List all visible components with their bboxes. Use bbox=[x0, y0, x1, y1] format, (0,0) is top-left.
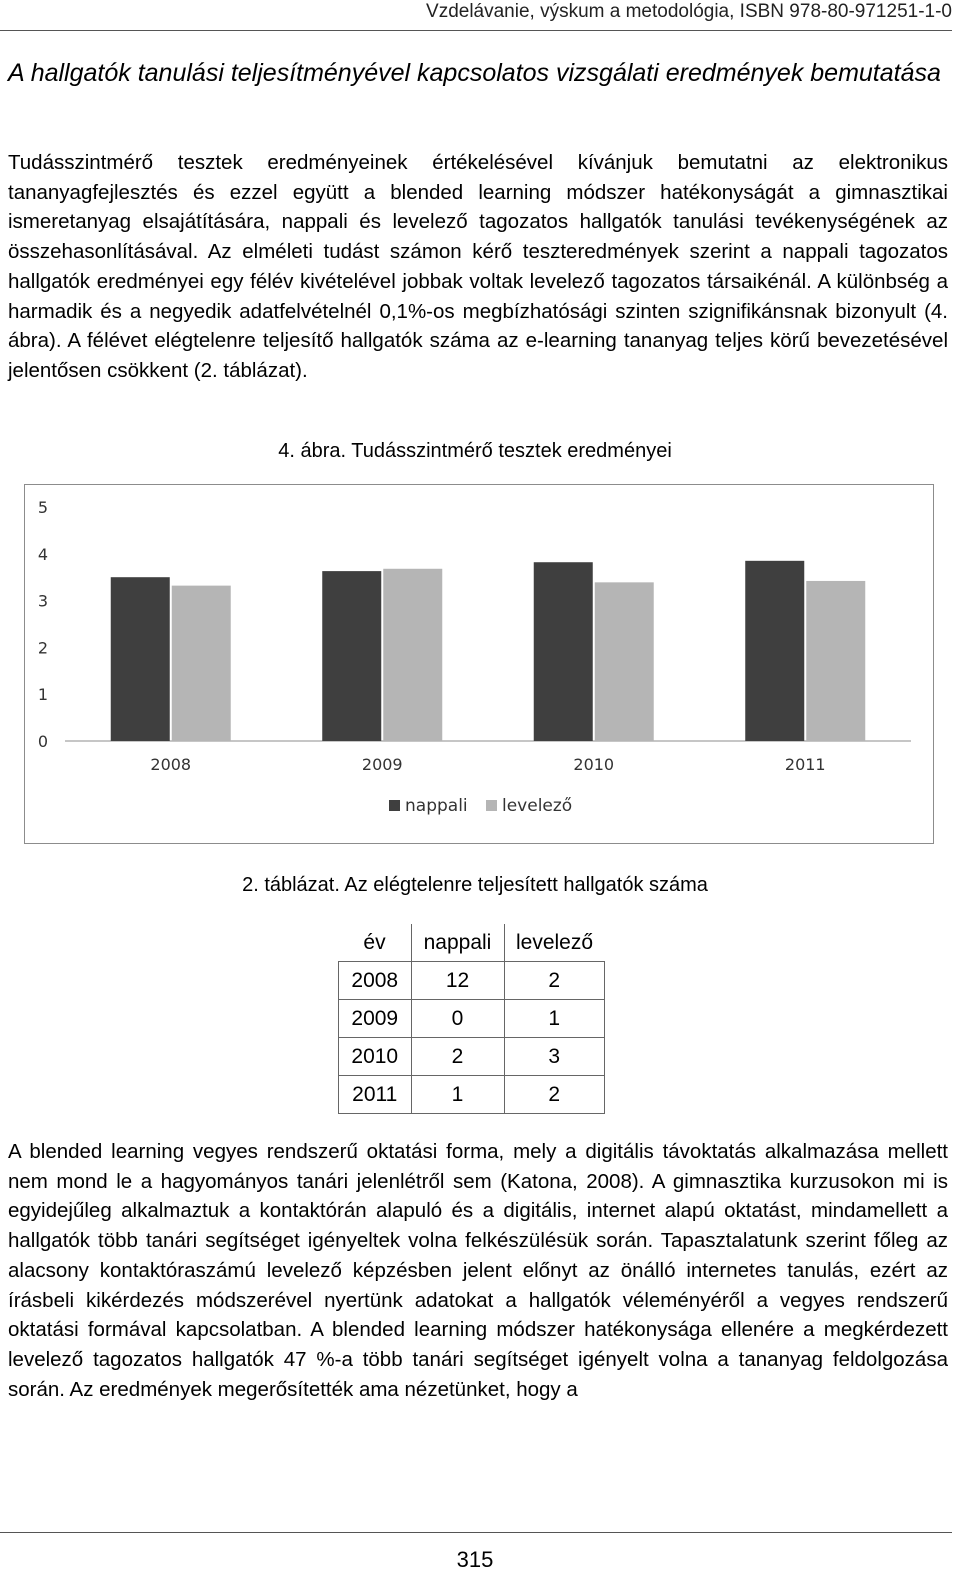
table-cell: 2010 bbox=[339, 1038, 412, 1076]
bar-nappali-2008 bbox=[111, 577, 170, 741]
table-cell: 0 bbox=[411, 1000, 504, 1038]
column-header: nappali bbox=[411, 924, 504, 962]
table-cell: 2008 bbox=[339, 962, 412, 1000]
page-number: 315 bbox=[456, 1547, 494, 1572]
table-cell: 1 bbox=[504, 1000, 605, 1038]
paragraph-blended-learning: A blended learning vegyes rendszerű oktatási forma, mely a digitális távoktatás alkalmazása mellett nem mond le a hagyományos tanári jelenlétről sem (Katona, 2008). A gimnasztika kurzusokon mi is egyidejűleg alkalmaztuk a kontaktórán alapuló és a digitális, internet alapú oktatást, mindamellett a hallgatók több tanári segítséget igényeltek volna felkészülésük során. Tapasztalatunk szerint főleg az alacsony kontaktóraszámú levelező képzésben jelent előnyt az önálló internetes tanulás, ezért az írásbeli kikérdezés módszerével nyertünk adatokat a hallgatók véleményéről a vegyes rendszerű oktatási formával kapcsolatban. A blended learning módszer hatékonysága ellenére a megkérdezett levelező tagozatos hallgatók 47 %-a több tanári segítséget igényelt volna a tananyag feldolgozása során. Az eredmények megerősítették ama nézetünket, hogy a bbox=[8, 1140, 948, 1401]
table-cell: 2011 bbox=[339, 1076, 412, 1114]
table-row bbox=[339, 1000, 605, 1038]
running-header: Vzdelávanie, výskum a metodológia, ISBN 978-80-971251-1-0 bbox=[426, 1, 952, 22]
table-header-row bbox=[339, 924, 605, 962]
legend-label: levelező bbox=[502, 796, 573, 816]
column-header: év bbox=[339, 924, 412, 962]
paragraph-intro: Tudásszintmérő tesztek eredményeinek értékelésével kívánjuk bemutatni az elektronikus tananyagfejlesztés és ezzel együtt a blended learning módszer hatékonyságát a gimnasztikai ismeretanyag elsajátítására, nappali és levelező tagozatos hallgatók tanulási tevékenységének az összehasonlításával. Az elméleti tudást számon kérő teszteredmények szerint a nappali tagozatos hallgatók eredményei egy félév kivételével jobbak voltak levelező tagozatos társaikénál. A különbség a harmadik és a negyedik adatfelvételnél 0,1%-os megbízhatósági szinten szignifikánsnak bizonyult (4. ábra). A félévet elégtelenre teljesítő hallgatók száma az e-learning tananyag teljes körű bevezetésével jelentősen csökkent (2. táblázat). bbox=[8, 151, 948, 382]
y-tick-label: 2 bbox=[37, 638, 49, 658]
bar-nappali-2010 bbox=[534, 562, 593, 741]
table-cell: 1 bbox=[411, 1076, 504, 1114]
header-rule bbox=[0, 30, 952, 31]
bar-nappali-2011 bbox=[745, 561, 804, 741]
bar-levelező-2011 bbox=[806, 581, 865, 741]
y-tick-label: 1 bbox=[37, 685, 49, 705]
x-tick-label: 2010 bbox=[573, 755, 615, 774]
table-cell: 2009 bbox=[339, 1000, 412, 1038]
results-table bbox=[338, 924, 605, 1114]
footer-rule bbox=[0, 1532, 952, 1533]
figure-caption: 4. ábra. Tudásszintmérő tesztek eredményei bbox=[278, 440, 672, 462]
x-tick-label: 2008 bbox=[150, 755, 192, 774]
table-cell: 3 bbox=[504, 1038, 605, 1076]
column-header: levelező bbox=[504, 924, 605, 962]
table-cell: 12 bbox=[411, 962, 504, 1000]
table-row bbox=[339, 1038, 605, 1076]
table-caption: 2. táblázat. Az elégtelenre teljesített hallgatók száma bbox=[242, 874, 708, 896]
y-tick-label: 4 bbox=[37, 544, 49, 564]
table-row bbox=[339, 1076, 605, 1114]
table-row bbox=[339, 962, 605, 1000]
chart-canvas bbox=[25, 485, 933, 843]
table-cell: 2 bbox=[504, 962, 605, 1000]
legend-label: nappali bbox=[405, 796, 468, 816]
bar-nappali-2009 bbox=[322, 571, 381, 741]
x-tick-label: 2009 bbox=[361, 755, 403, 774]
bar-chart bbox=[24, 484, 934, 844]
bar-levelező-2008 bbox=[172, 586, 231, 741]
table-cell: 2 bbox=[411, 1038, 504, 1076]
section-title: A hallgatók tanulási teljesítményével kapcsolatos vizsgálati eredmények bemutatása bbox=[8, 59, 941, 87]
y-tick-label: 3 bbox=[37, 591, 49, 611]
legend-swatch bbox=[389, 800, 400, 811]
legend-swatch bbox=[486, 800, 497, 811]
bar-levelező-2010 bbox=[595, 582, 654, 741]
y-tick-label: 0 bbox=[37, 732, 49, 751]
x-tick-label: 2011 bbox=[784, 755, 826, 774]
table-cell: 2 bbox=[504, 1076, 605, 1114]
y-tick-label: 5 bbox=[37, 498, 49, 517]
bar-levelező-2009 bbox=[383, 569, 442, 741]
